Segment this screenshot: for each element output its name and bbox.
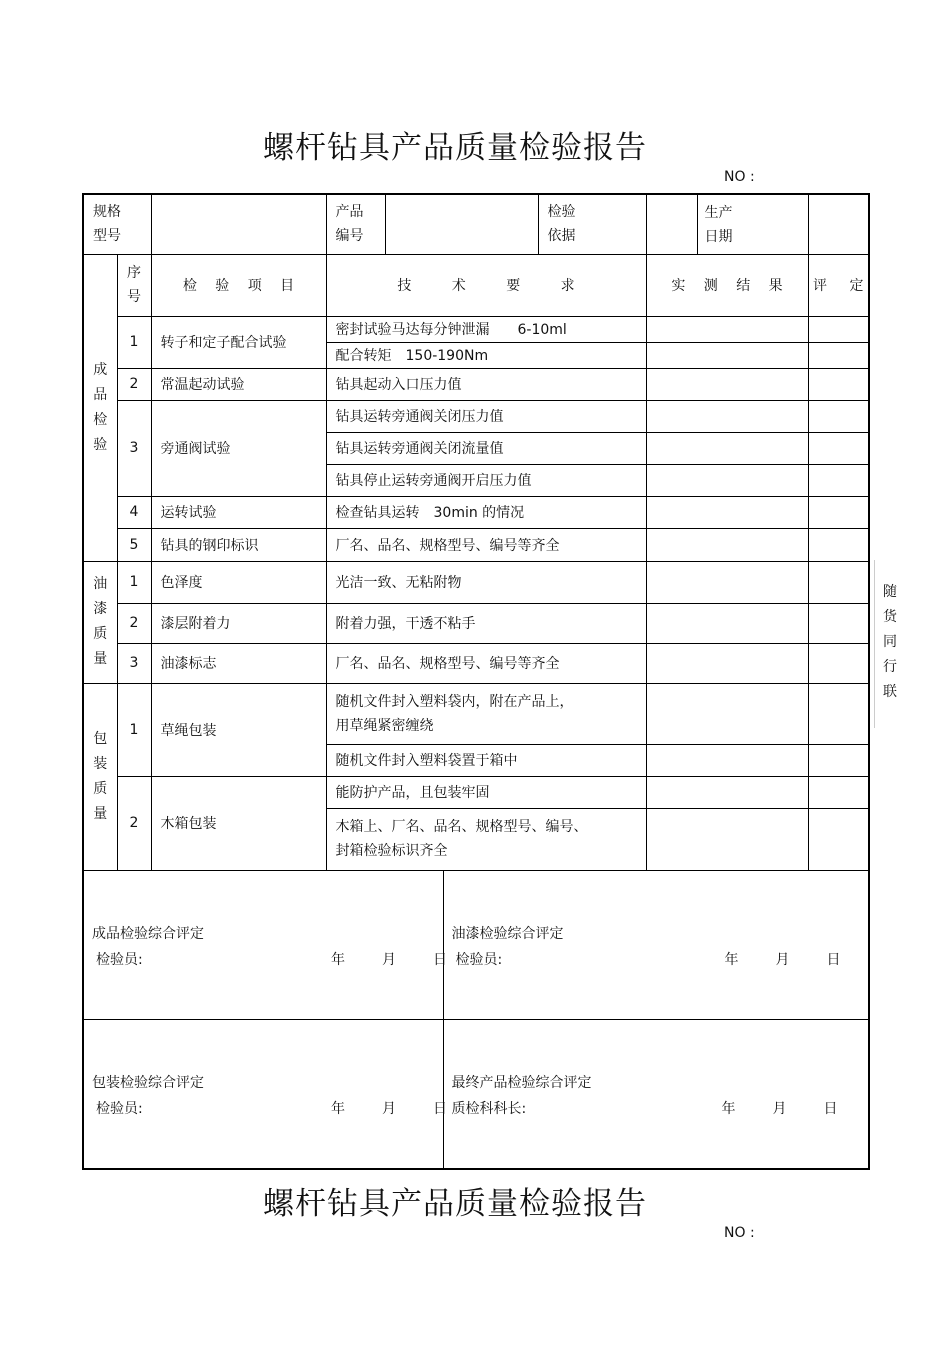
row-item: 漆层附着力 bbox=[151, 603, 326, 643]
date-day: 日 bbox=[826, 951, 841, 968]
row-req: 能防护产品，且包装牢固 bbox=[326, 776, 646, 808]
final-summary-cell[interactable] bbox=[443, 1019, 869, 1169]
inspection-basis-value[interactable] bbox=[646, 194, 808, 254]
result-cell[interactable] bbox=[646, 776, 808, 808]
row-item: 钻具的钢印标识 bbox=[151, 528, 326, 561]
row-req: 光洁一致、无粘附物 bbox=[326, 561, 646, 603]
eval-cell[interactable] bbox=[808, 316, 869, 342]
row-item: 草绳包装 bbox=[151, 683, 326, 776]
info-row bbox=[83, 194, 869, 254]
row-req: 附着力强，干透不粘手 bbox=[326, 603, 646, 643]
summary-row bbox=[83, 870, 869, 1019]
result-cell[interactable] bbox=[646, 808, 808, 870]
row-req: 木箱上、厂名、品名、规格型号、编号、 封箱检验标识齐全 bbox=[326, 808, 646, 870]
row-req: 随机文件封入塑料袋内，附在产品上， 用草绳紧密缠绕 bbox=[326, 683, 646, 744]
result-cell[interactable] bbox=[646, 316, 808, 342]
eval-cell[interactable] bbox=[808, 561, 869, 603]
summary-row bbox=[83, 1019, 869, 1169]
table-row bbox=[83, 561, 869, 603]
table-row bbox=[83, 776, 869, 808]
inspection-basis-label: 检验 依据 bbox=[538, 194, 646, 254]
finished-summary-title: 成品检验综合评定 bbox=[92, 925, 204, 942]
report-title: 螺杆钻具产品质量检验报告 bbox=[263, 130, 647, 166]
row-seq: 1 bbox=[117, 561, 151, 603]
product-no-label: 产品 编号 bbox=[326, 194, 385, 254]
eval-cell[interactable] bbox=[808, 603, 869, 643]
result-cell[interactable] bbox=[646, 561, 808, 603]
date-year: 年 bbox=[331, 951, 345, 968]
result-cell[interactable] bbox=[646, 368, 808, 400]
report-no-label: NO : bbox=[724, 169, 755, 185]
date-month: 月 bbox=[775, 951, 790, 968]
paint-section-label: 油 漆 质 量 bbox=[83, 561, 117, 683]
row-seq: 1 bbox=[117, 683, 151, 776]
spec-model-label: 规格 型号 bbox=[83, 194, 151, 254]
date-month: 月 bbox=[382, 951, 396, 968]
result-cell[interactable] bbox=[646, 496, 808, 528]
date-year: 年 bbox=[331, 1100, 345, 1117]
date-day: 日 bbox=[823, 1100, 838, 1117]
row-req: 钻具起动入口压力值 bbox=[326, 368, 646, 400]
eval-cell[interactable] bbox=[808, 683, 869, 744]
row-item: 常温起动试验 bbox=[151, 368, 326, 400]
table-row bbox=[83, 603, 869, 643]
row-seq: 2 bbox=[117, 776, 151, 870]
final-summary-title: 最终产品检验综合评定 bbox=[451, 1074, 592, 1091]
eval-cell[interactable] bbox=[808, 342, 869, 368]
table-row bbox=[83, 683, 869, 744]
table-row bbox=[83, 496, 869, 528]
row-seq: 4 bbox=[117, 496, 151, 528]
packing-summary-cell[interactable] bbox=[83, 1019, 447, 1169]
table-row bbox=[83, 643, 869, 683]
row-req: 钻具运转旁通阀关闭压力值 bbox=[326, 400, 646, 432]
table-row bbox=[83, 316, 869, 342]
col-req-header: 技 术 要 求 bbox=[326, 254, 646, 316]
row-item: 油漆标志 bbox=[151, 643, 326, 683]
row-req: 钻具运转旁通阀关闭流量值 bbox=[326, 432, 646, 464]
eval-cell[interactable] bbox=[808, 776, 869, 808]
row-seq: 5 bbox=[117, 528, 151, 561]
result-cell[interactable] bbox=[646, 464, 808, 496]
row-seq: 3 bbox=[117, 400, 151, 496]
row-req: 随机文件封入塑料袋置于箱中 bbox=[326, 744, 646, 776]
packing-signer-label: 检验员: bbox=[96, 1100, 143, 1117]
date-day: 日 bbox=[433, 1100, 447, 1117]
inspection-form-table bbox=[82, 193, 870, 1170]
column-header-row bbox=[83, 254, 869, 316]
eval-cell[interactable] bbox=[808, 643, 869, 683]
row-seq: 2 bbox=[117, 603, 151, 643]
table-row bbox=[83, 368, 869, 400]
row-seq: 2 bbox=[117, 368, 151, 400]
result-cell[interactable] bbox=[646, 528, 808, 561]
result-cell[interactable] bbox=[646, 432, 808, 464]
eval-cell[interactable] bbox=[808, 744, 869, 776]
eval-cell[interactable] bbox=[808, 808, 869, 870]
final-signer-label: 质检科科长: bbox=[451, 1100, 527, 1117]
side-copy-label: 随 货 同 行 联 bbox=[874, 560, 905, 728]
production-date-value[interactable] bbox=[808, 194, 869, 254]
row-req: 厂名、品名、规格型号、编号等齐全 bbox=[326, 643, 646, 683]
product-no-value[interactable] bbox=[385, 194, 538, 254]
row-item: 旁通阀试验 bbox=[151, 400, 326, 496]
col-seq-header: 序 号 bbox=[117, 254, 151, 316]
col-eval-header: 评 定 bbox=[808, 254, 869, 316]
finished-signer-label: 检验员: bbox=[96, 951, 143, 968]
row-item: 色泽度 bbox=[151, 561, 326, 603]
packing-section-label: 包 装 质 量 bbox=[83, 683, 117, 870]
date-month: 月 bbox=[772, 1100, 787, 1117]
eval-cell[interactable] bbox=[808, 464, 869, 496]
date-month: 月 bbox=[382, 1100, 396, 1117]
result-cell[interactable] bbox=[646, 683, 808, 744]
eval-cell[interactable] bbox=[808, 400, 869, 432]
result-cell[interactable] bbox=[646, 744, 808, 776]
row-seq: 3 bbox=[117, 643, 151, 683]
result-cell[interactable] bbox=[646, 342, 808, 368]
finished-summary-cell[interactable] bbox=[83, 870, 447, 1019]
eval-cell[interactable] bbox=[808, 496, 869, 528]
packing-summary-title: 包装检验综合评定 bbox=[92, 1074, 204, 1091]
date-year: 年 bbox=[721, 1100, 736, 1117]
spec-model-value[interactable] bbox=[151, 194, 326, 254]
row-item: 转子和定子配合试验 bbox=[151, 316, 326, 368]
table-row bbox=[83, 400, 869, 432]
row-req: 钻具停止运转旁通阀开启压力值 bbox=[326, 464, 646, 496]
result-cell[interactable] bbox=[646, 603, 808, 643]
production-date-label: 生产 日期 bbox=[704, 205, 733, 245]
date-year: 年 bbox=[724, 951, 739, 968]
report-title-repeat: 螺杆钻具产品质量检验报告 bbox=[263, 1186, 647, 1222]
result-cell[interactable] bbox=[646, 643, 808, 683]
date-day: 日 bbox=[433, 951, 447, 968]
row-req: 密封试验马达每分钟泄漏 6-10ml bbox=[326, 316, 646, 342]
row-req: 厂名、品名、规格型号、编号等齐全 bbox=[326, 528, 646, 561]
paint-summary-title: 油漆检验综合评定 bbox=[451, 925, 564, 942]
paint-summary-cell[interactable] bbox=[443, 870, 869, 1019]
eval-cell[interactable] bbox=[808, 432, 869, 464]
eval-cell[interactable] bbox=[808, 528, 869, 561]
paint-signer-label: 检验员: bbox=[455, 951, 503, 968]
col-result-header: 实 测 结 果 bbox=[646, 254, 808, 316]
report-no-label-repeat: NO : bbox=[724, 1225, 755, 1241]
row-item: 木箱包装 bbox=[151, 776, 326, 870]
row-req: 检查钻具运转 30min 的情况 bbox=[326, 496, 646, 528]
col-item-header: 检 验 项 目 bbox=[151, 254, 326, 316]
row-item: 运转试验 bbox=[151, 496, 326, 528]
row-seq: 1 bbox=[117, 316, 151, 368]
row-req: 配合转矩 150-190Nm bbox=[326, 342, 646, 368]
table-row bbox=[83, 528, 869, 561]
result-cell[interactable] bbox=[646, 400, 808, 432]
finished-section-label: 成 品 检 验 bbox=[83, 254, 117, 561]
eval-cell[interactable] bbox=[808, 368, 869, 400]
